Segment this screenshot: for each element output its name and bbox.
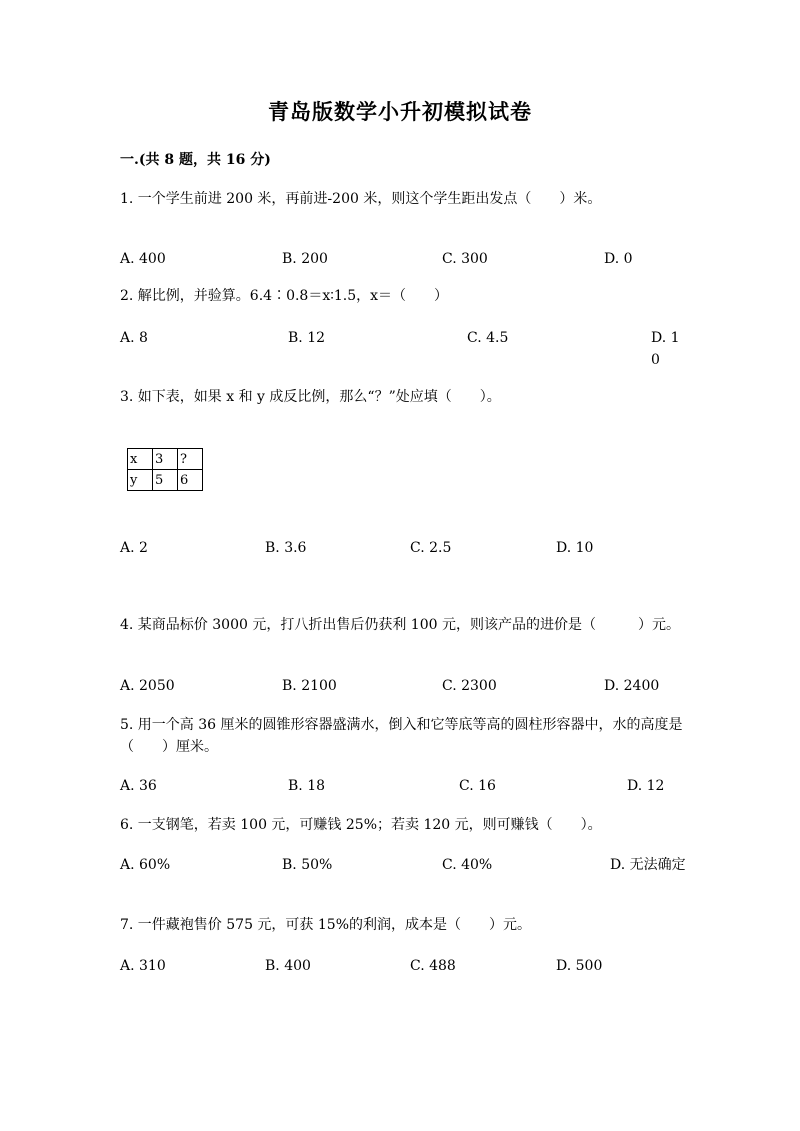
option-b: B. 3.6 <box>265 540 307 556</box>
option-b: B. 200 <box>282 251 328 267</box>
question-4-options <box>120 675 690 719</box>
table-cell: 6 <box>178 470 203 491</box>
option-a: A. 36 <box>120 778 157 794</box>
option-d: D. 10 <box>556 540 594 556</box>
option-c: C. 16 <box>459 778 496 794</box>
question-4: 4. 某商品标价 3000 元，打八折出售后仍获利 100 元，则该产品的进价是（ ）元。 <box>120 617 680 633</box>
question-2-options <box>120 327 690 371</box>
question-6-options <box>120 854 690 898</box>
option-c: C. 4.5 <box>467 330 509 346</box>
table-row <box>128 449 203 470</box>
section-heading: 一.(共 8 题，共 16 分) <box>120 152 271 168</box>
question-7-options <box>120 955 690 999</box>
option-d: D. 0 <box>604 251 633 267</box>
option-c: C. 2.5 <box>410 540 452 556</box>
option-d: D. 12 <box>627 778 665 794</box>
ratio-table <box>127 448 203 491</box>
option-d: D. 无法确定 <box>610 857 686 873</box>
table-cell: 3 <box>153 449 178 470</box>
option-d: D. 2400 <box>604 678 660 694</box>
option-c: C. 2300 <box>442 678 497 694</box>
option-a: A. 2 <box>120 540 148 556</box>
question-3: 3. 如下表，如果 x 和 y 成反比例，那么“？”处应填（ ）。 <box>120 389 501 405</box>
option-b: B. 50% <box>282 857 333 873</box>
table-cell: y <box>128 470 153 491</box>
question-7: 7. 一件藏袍售价 575 元，可获 15%的利润，成本是（ ）元。 <box>120 917 531 933</box>
question-1: 1. 一个学生前进 200 米，再前进-200 米，则这个学生距出发点（ ）米。 <box>120 191 602 207</box>
page-title: 青岛版数学小升初模拟试卷 <box>268 99 532 124</box>
option-c: C. 40% <box>442 857 493 873</box>
question-3-options <box>120 537 690 581</box>
option-a: A. 310 <box>120 958 166 974</box>
option-d: D. 500 <box>556 958 603 974</box>
option-b: B. 12 <box>288 330 326 346</box>
option-c: C. 488 <box>410 958 456 974</box>
option-b: B. 2100 <box>282 678 337 694</box>
question-5-options <box>120 775 690 819</box>
table-cell: x <box>128 449 153 470</box>
question-6: 6. 一支钢笔，若卖 100 元，可赚钱 25%；若卖 120 元，则可赚钱（ ）。 <box>120 817 602 833</box>
option-c: C. 300 <box>442 251 488 267</box>
table-row <box>128 470 203 491</box>
question-5: 5. 用一个高 36 厘米的圆锥形容器盛满水，倒入和它等底等高的圆柱形容器中，水的高度是（ ）厘米。 <box>120 717 683 755</box>
option-d: D. 10 <box>651 330 680 368</box>
table-cell: ? <box>178 449 203 470</box>
option-a: A. 400 <box>120 251 166 267</box>
option-a: A. 8 <box>120 330 148 346</box>
question-2: 2. 解比例，并验算。6.4∶0.8＝x∶1.5，x＝（ ） <box>120 288 449 304</box>
option-a: A. 60% <box>120 857 171 873</box>
table-cell: 5 <box>153 470 178 491</box>
option-a: A. 2050 <box>120 678 175 694</box>
option-b: B. 400 <box>265 958 311 974</box>
option-b: B. 18 <box>288 778 326 794</box>
